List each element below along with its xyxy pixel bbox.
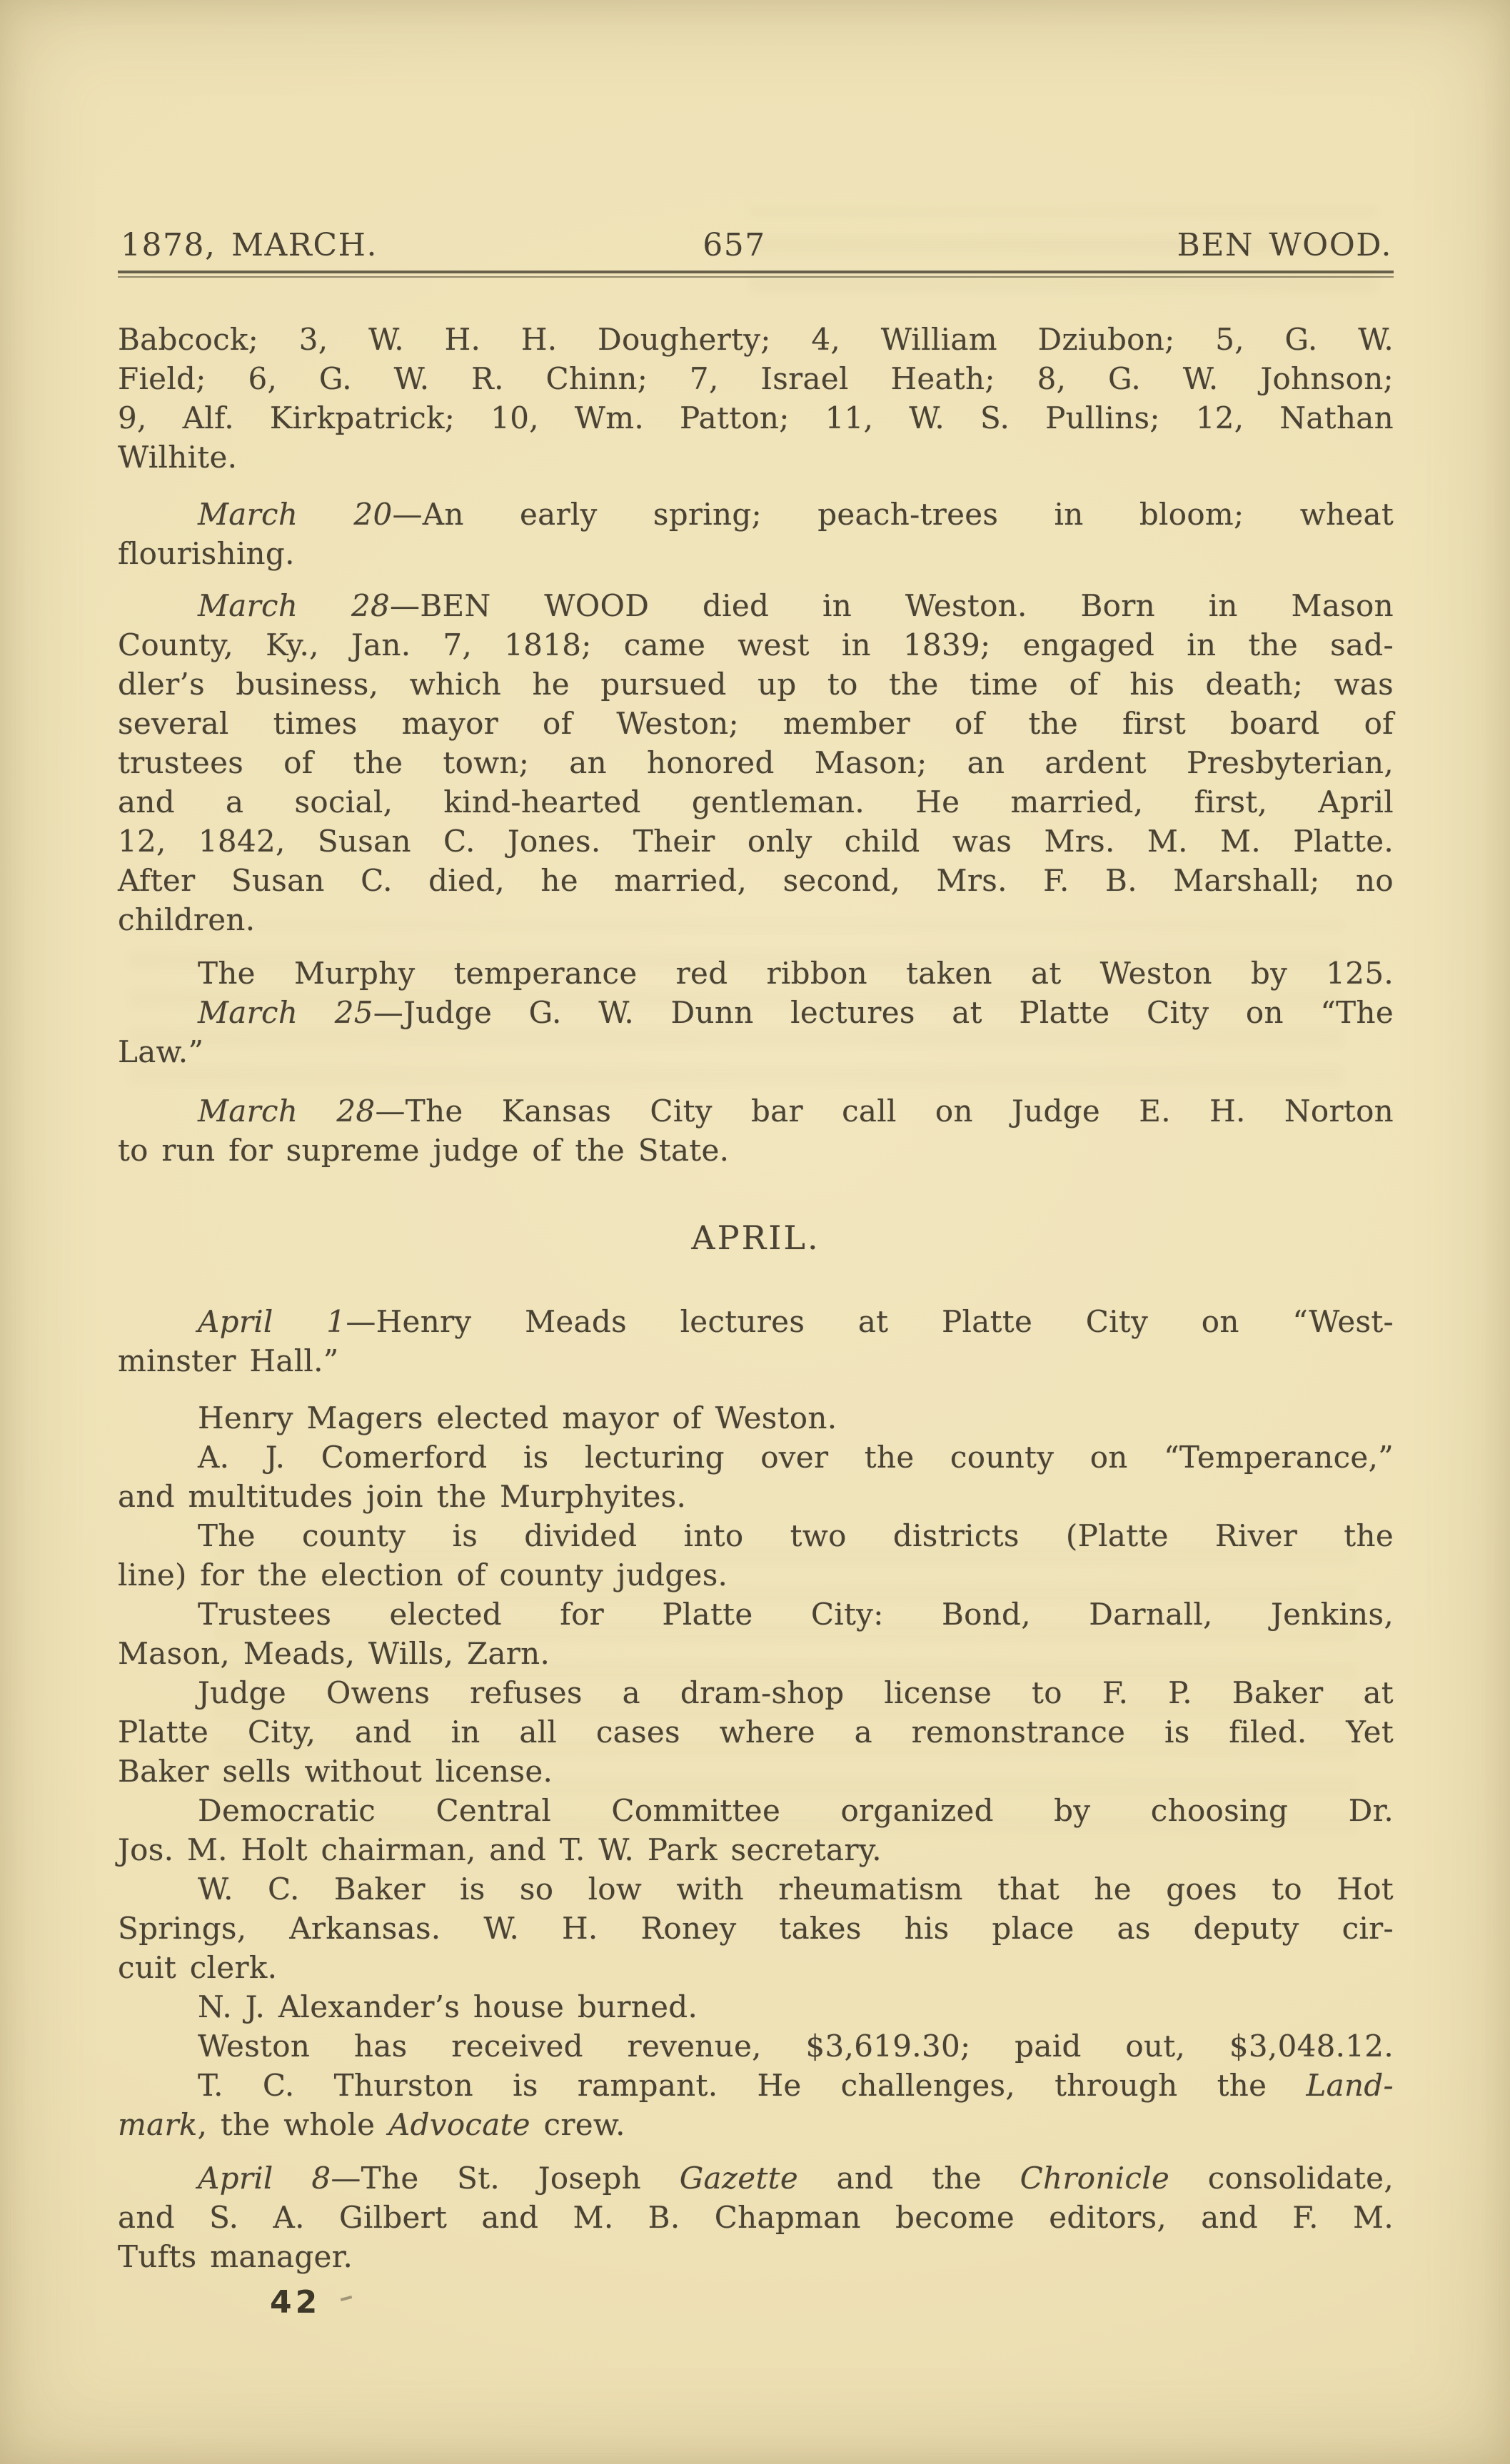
text-line: County, Ky., Jan. 7, 1818; came west in 1839; engaged in the sad- xyxy=(118,627,1394,662)
paragraph xyxy=(118,2158,1394,2276)
text-line: Platte City, and in all cases where a remonstrance is filed. Yet xyxy=(118,1715,1394,1749)
text-line: several times mayor of Weston; member of the first board of xyxy=(118,706,1394,741)
paragraph xyxy=(118,1791,1394,1869)
text-line: trustees of the town; an honored Mason; an ardent Presbyterian, xyxy=(118,745,1394,780)
text-line: The Murphy temperance red ribbon taken at Weston by 125. xyxy=(198,956,1394,991)
text-line: W. C. Baker is so low with rheumatism that he goes to Hot xyxy=(198,1872,1394,1907)
text-line: A. J. Comerford is lecturing over the county on “Temperance,” xyxy=(198,1440,1394,1475)
text-line: Weston has received revenue, $3,619.30; paid out, $3,048.12. xyxy=(198,2029,1394,2064)
text-line: to run for supreme judge of the State. xyxy=(118,1133,730,1168)
text-line: 12, 1842, Susan C. Jones. Their only child was Mrs. M. M. Platte. xyxy=(118,824,1394,859)
text-line: Trustees elected for Platte City: Bond, Darnall, Jenkins, xyxy=(198,1597,1394,1632)
text-line: Mason, Meads, Wills, Zarn. xyxy=(118,1636,550,1671)
paragraph xyxy=(118,993,1394,1071)
paragraph xyxy=(118,1438,1394,1516)
text-line: Wilhite. xyxy=(118,440,238,475)
text-line: Field; 6, G. W. R. Chinn; 7, Israel Heath; 8, G. W. Johnson; xyxy=(118,361,1394,396)
text-line: T. C. Thurston is rampant. He challenges, through the Land- xyxy=(198,2068,1394,2103)
text-line: and S. A. Gilbert and M. B. Chapman become editors, and F. M. xyxy=(118,2200,1394,2235)
header-date: 1878, MARCH. xyxy=(121,227,378,263)
text-line: March 20—An early spring; peach-trees in bloom; wheat xyxy=(198,497,1394,532)
text-line: and a social, kind-hearted gentleman. He married, first, April xyxy=(118,784,1394,819)
text-line: Judge Owens refuses a dram-shop license to F. P. Baker at xyxy=(198,1675,1394,1710)
text-line: March 28—The Kansas City bar call on Judge E. H. Norton xyxy=(198,1094,1394,1129)
text-line: flourishing. xyxy=(118,536,295,571)
paragraph xyxy=(118,1091,1394,1170)
paragraph xyxy=(118,1673,1394,1791)
paragraph xyxy=(118,1869,1394,1987)
text-line: Jos. M. Holt chairman, and T. W. Park secretary. xyxy=(118,1832,882,1867)
text-line: March 25—Judge G. W. Dunn lectures at Platte City on “The xyxy=(198,995,1394,1030)
paragraph xyxy=(118,1987,1394,2026)
paragraph xyxy=(118,495,1394,573)
text-line: dler’s business, which he pursued up to the time of his death; was xyxy=(118,667,1394,702)
text-line: 9, Alf. Kirkpatrick; 10, Wm. Patton; 11, W. S. Pullins; 12, Nathan xyxy=(118,400,1394,435)
paragraph xyxy=(118,1595,1394,1673)
paragraph xyxy=(118,1516,1394,1595)
text-line: children. xyxy=(118,902,256,937)
signature-tick-mark xyxy=(341,2296,352,2301)
header-title: BEN WOOD. xyxy=(1177,227,1392,263)
signature-number: 42 xyxy=(270,2284,321,2321)
text-line: minster Hall.” xyxy=(118,1343,339,1378)
section-heading: APRIL. xyxy=(691,1218,820,1257)
text-line: Springs, Arkansas. W. H. Roney takes his place as deputy cir- xyxy=(118,1911,1394,1946)
text-line: Babcock; 3, W. H. H. Dougherty; 4, William Dziubon; 5, G. W. xyxy=(118,322,1394,357)
text-line: After Susan C. died, he married, second, Mrs. F. B. Marshall; no xyxy=(118,863,1394,898)
text-line: Henry Magers elected mayor of Weston. xyxy=(198,1400,837,1435)
text-line: Law.” xyxy=(118,1034,204,1069)
text-line: cuit clerk. xyxy=(118,1950,278,1985)
paragraph xyxy=(118,320,1394,477)
paragraph xyxy=(118,2026,1394,2066)
text-line: April 1—Henry Meads lectures at Platte City on “West- xyxy=(198,1304,1394,1339)
paragraph xyxy=(118,1398,1394,1438)
text-line: April 8—The St. Joseph Gazette and the Chronicle consolidate, xyxy=(198,2161,1394,2196)
text-line: line) for the election of county judges. xyxy=(118,1557,728,1592)
paragraph xyxy=(118,1302,1394,1380)
running-header xyxy=(118,227,1394,270)
page-body xyxy=(118,320,1394,2276)
text-line: N. J. Alexander’s house burned. xyxy=(198,1989,698,2024)
text-line: mark, the whole Advocate crew. xyxy=(118,2107,625,2142)
paragraph xyxy=(118,586,1394,939)
header-rule xyxy=(118,271,1394,278)
paragraph xyxy=(118,954,1394,993)
header-page-number: 657 xyxy=(703,227,766,263)
text-line: The county is divided into two districts (Platte River the xyxy=(198,1518,1394,1553)
text-line: Democratic Central Committee organized by choosing Dr. xyxy=(198,1793,1394,1828)
text-line: and multitudes join the Murphyites. xyxy=(118,1479,687,1514)
page-signature xyxy=(270,2284,352,2321)
text-line: Tufts manager. xyxy=(118,2239,353,2274)
paragraph xyxy=(118,2066,1394,2144)
text-line: Baker sells without license. xyxy=(118,1754,553,1789)
text-line: March 28—BEN WOOD died in Weston. Born in Mason xyxy=(198,588,1394,623)
